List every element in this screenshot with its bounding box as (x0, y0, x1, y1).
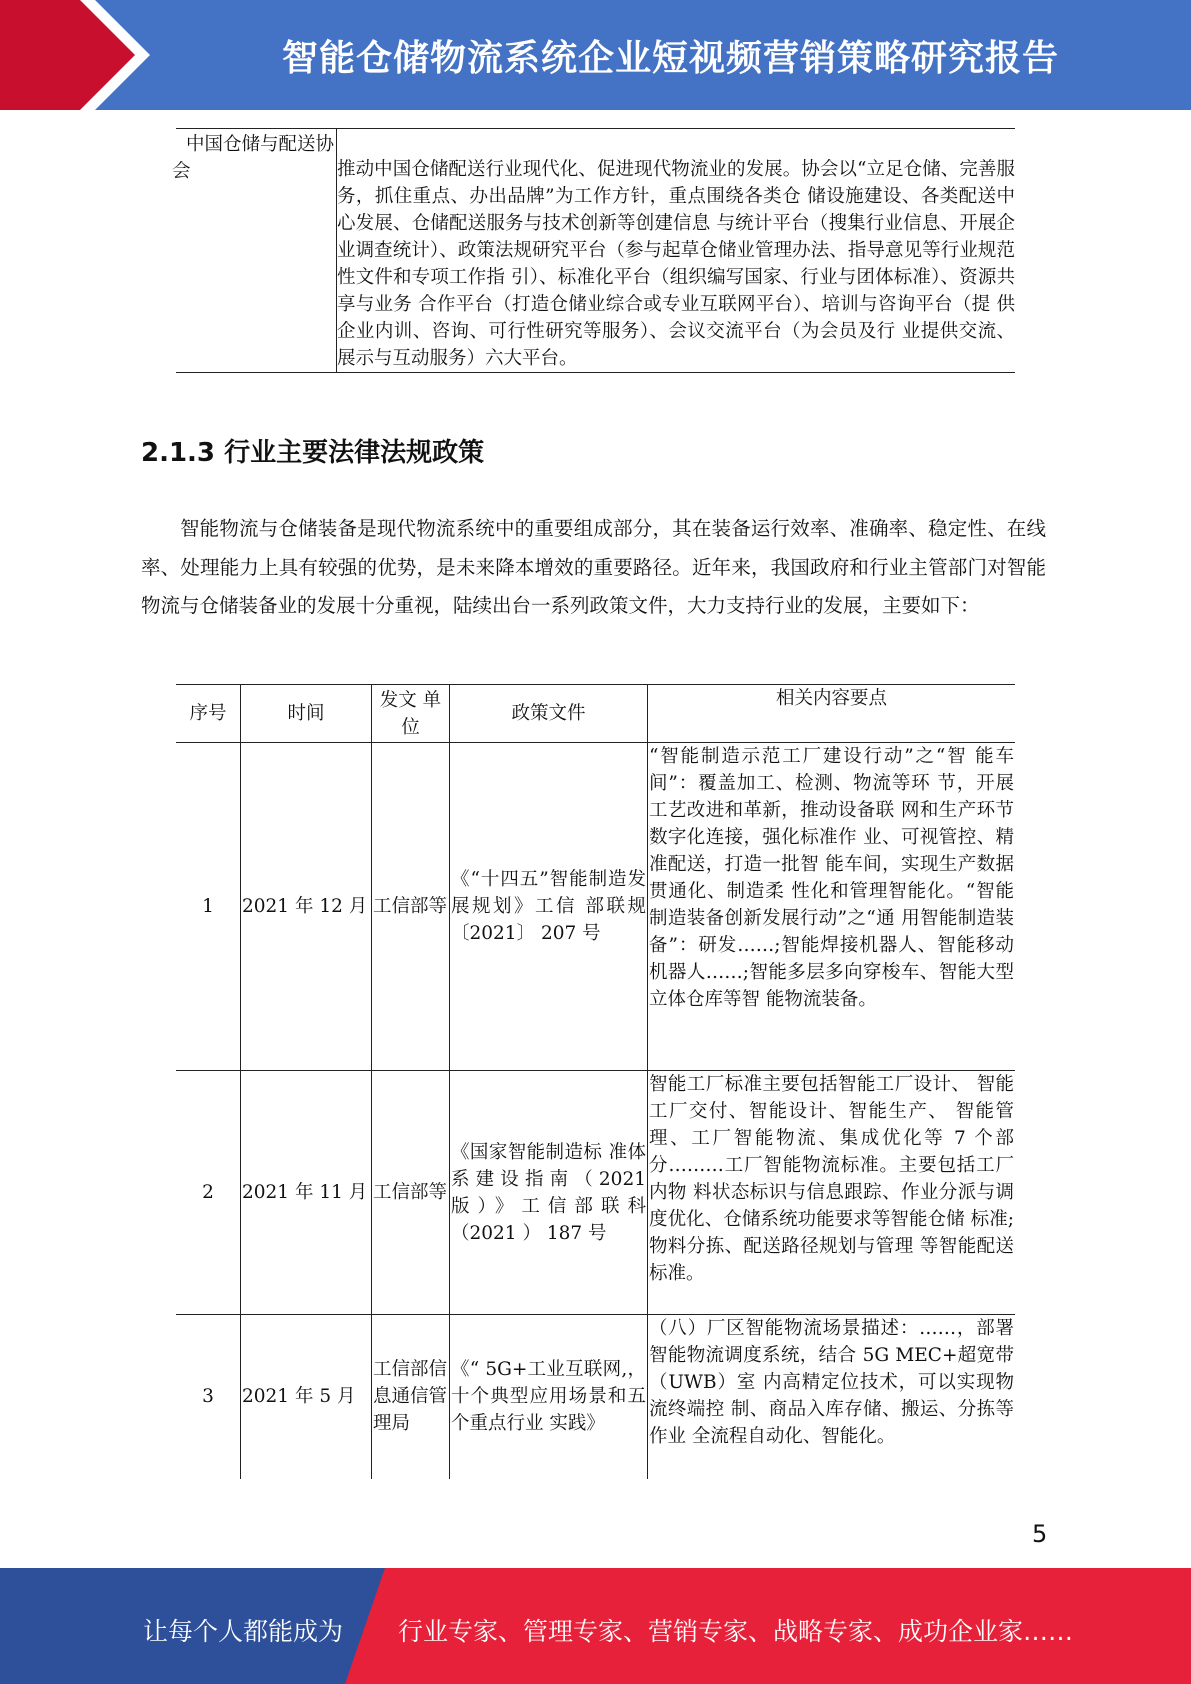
header-arrow-decoration (0, 0, 160, 110)
table-row (176, 1315, 1015, 1479)
association-description: 推动中国仓储配送行业现代化、促进现代物流业的发展。协会以“立足仓储、完善服务，抓住重点、办出品牌”为工作方针，重点围绕各类仓 储设施建设、各类配送中心发展、仓储配送服务与技术创新等创建信息 与统计平台（搜集行业信息、开展企业调查统计）、政策法规研究平台（参与起草仓储业管理办法、指导意见等行业规范性文件和专项工作指 引）、标准化平台（组织编写国家、行业与团体标准）、资源共享与业务 合作平台（打造仓储业综合或专业互联网平台）、培训与咨询平台（提 供企业内训、咨询、可行性研究等服务）、会议交流平台（为会员及行 业提供交流、展示与互动服务）六大平台。 (337, 159, 1015, 369)
row-no: 3 (202, 1386, 214, 1408)
table-header-row (176, 685, 1015, 743)
row-doc: 《“ 5G+工业互联网,，十个典型应用场景和五个重点行业 实践》 (450, 1315, 648, 1479)
header-doc: 政策文件 (450, 685, 648, 743)
row-doc: 《国家智能制造标 准体系建设指南（2021 版）》工信部联科（2021 ） 187 号 (450, 1071, 648, 1315)
row-issuer: 工信部等 (372, 1071, 450, 1315)
footer-slogan-right: 行业专家、管理专家、营销专家、战略专家、成功企业家…… (398, 1617, 1074, 1646)
row-no: 1 (202, 896, 214, 917)
row-time: 2021 年 5 月 (241, 1315, 372, 1479)
table-row (176, 1071, 1015, 1315)
header-no: 序号 (189, 703, 227, 724)
row-time: 2021 年 11 月 (241, 1071, 372, 1315)
row-issuer: 工信部等 (372, 743, 450, 1071)
row-doc: 《“十四五”智能制造发展规划》工信 部联规〔2021〕 207 号 (450, 743, 648, 1071)
row-points: （八）厂区智能物流场景描述：……，部署智能物流调度系统，结合 5G MEC+超宽带（UWB）室 内高精定位技术，可以实现物流终端控 制、商品入库存储、搬运、分拣等作业 全流程自动化、智能化。 (648, 1315, 1016, 1479)
page-number: 5 (1032, 1520, 1048, 1548)
row-points: 智能工厂标准主要包括智能工厂设计、 智能工厂交付、智能设计、智能生产、 智能管理、工厂智能物流、集成优化等 7 个部分………工厂智能物流标准。主要包括工厂内物 料状态标识与信息跟踪、作业分派与调 度优化、仓储系统功能要求等智能仓储 标准;物料分拣、配送路径规划与管理 等智能配送标准。 (648, 1071, 1016, 1315)
report-title: 智能仓储物流系统企业短视频营销策略研究报告 (281, 37, 1059, 79)
row-no: 2 (202, 1182, 214, 1203)
table-row (176, 743, 1015, 1071)
footer-slogan-left: 让每个人都能成为 (143, 1617, 344, 1646)
row-time: 2021 年 12 月 (241, 743, 372, 1071)
page-header (0, 0, 1191, 110)
association-table (172, 128, 1015, 373)
section-paragraph: 智能物流与仓储装备是现代物流系统中的重要组成部分，其在装备运行效率、准确率、稳定性、在线率、处理能力上具有较强的优势，是未来降本增效的重要路径。近年来，我国政府和行业主管部门对智能物流与仓储装备业的发展十分重视，陆续出台一系列政策文件，大力支持行业的发展，主要如下： (141, 517, 1046, 617)
row-points: “智能制造示范工厂建设行动”之“智 能车间”：覆盖加工、检测、物流等环 节，开展工艺改进和革新，推动设备联 网和生产环节数字化连接，强化标准作 业、可视管控、精准配送，打造一批智 能车间，实现生产数据贯通化、制造柔 性化和管理智能化。“智能制造装备创新发展行动”之“通 用智能制造装备”：研发……;智能焊接机器人、智能移动机器人……;智能多层多向穿梭车、智能大型立体仓库等智 能物流装备。 (648, 743, 1016, 1071)
header-time: 时间 (241, 685, 372, 743)
header-issuer: 发文 单位 (372, 685, 450, 743)
policy-table (176, 684, 1015, 1479)
row-issuer: 工信部信息通信管理局 (372, 1315, 450, 1479)
section-heading: 2.1.3 行业主要法律法规政策 (141, 438, 485, 468)
table-row (176, 129, 1015, 373)
association-name: 中国仓储与配送协会 (176, 129, 337, 373)
header-points: 相关内容要点 (648, 685, 1016, 743)
